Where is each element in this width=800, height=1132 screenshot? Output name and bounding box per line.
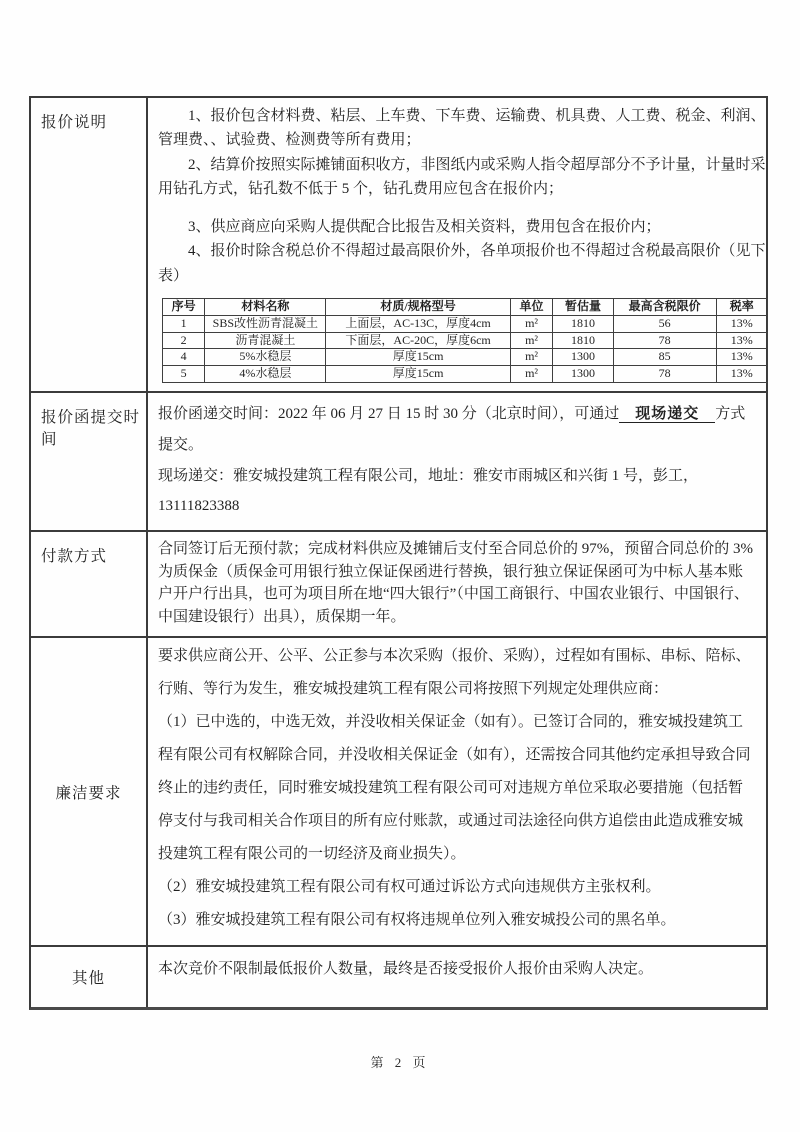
payment-terms-label: 付款方式 <box>31 532 148 636</box>
quotation-note-4: 4、报价时除含税总价不得超过最高限价外，各单项报价也不得超过含税最高限价（见下表） <box>158 243 766 284</box>
integrity-paragraph-intro: 要求供应商公开、公平、公正参与本次采购（报价、采购），过程如有围标、串标、陪标、行贿、等行为发生，雅安城投建筑工程有限公司将按照下列规定处理供应商： <box>158 648 751 698</box>
header-spec: 材质/规格型号 <box>326 299 511 316</box>
cell-seq: 5 <box>163 366 205 383</box>
quotation-notes-content <box>148 98 778 391</box>
cell-tax-rate: 13% <box>716 315 767 332</box>
submission-line-1 <box>158 399 756 461</box>
row-submission-time <box>31 391 766 530</box>
integrity-paragraph-1: （1）已中选的，中选无效，并没收相关保证金（如有）。已签订合同的，雅安城投建筑工程有限公司有权解除合同，并没收相关保证金（如有），还需按合同其他约定承担导致合同终止的违约责任，同时雅安城投建筑工程有限公司可对违规方单位采取必要措施（包括暂停支付与我司相关合作项目的所有应付账款，或通过司法途径向供方追偿由此造成雅安城投建筑工程有限公司的一切经济及商业损失）。 <box>158 714 751 863</box>
submission-line1-suffix: 方式提交。 <box>158 406 746 453</box>
cell-spec: 厚度15cm <box>326 366 511 383</box>
cell-max-price: 56 <box>613 315 716 332</box>
cell-tax-rate: 13% <box>716 366 767 383</box>
materials-table-header-row <box>163 299 768 316</box>
header-estimated-qty: 暂估量 <box>553 299 614 316</box>
other-content: 本次竞价不限制最低报价人数量，最终是否接受报价人报价由采购人决定。 <box>158 961 654 978</box>
cell-spec: 上面层，AC-13C，厚度4cm <box>326 315 511 332</box>
submission-line1-prefix: 报价函递交时间：2022 年 06 月 27 日 15 时 30 分（北京时间），可通过 <box>158 406 620 423</box>
cell-seq: 4 <box>163 349 205 366</box>
submission-time-content <box>148 393 766 530</box>
cell-tax-rate: 13% <box>716 332 767 349</box>
cell-max-price: 85 <box>613 349 716 366</box>
cell-material-name: 5%水稳层 <box>205 349 326 366</box>
integrity-requirements-label: 廉洁要求 <box>31 638 148 945</box>
table-row <box>163 332 768 349</box>
integrity-requirements-content <box>148 638 766 945</box>
cell-estimated-qty: 1810 <box>553 332 614 349</box>
header-material-name: 材料名称 <box>205 299 326 316</box>
row-other <box>31 945 766 1007</box>
submission-line-2: 现场递交：雅安城投建筑工程有限公司，地址：雅安市雨城区和兴街 1 号，彭工，13111823388 <box>158 467 699 515</box>
table-row <box>163 366 768 383</box>
page-number: 第 2 页 <box>370 1055 430 1070</box>
cell-estimated-qty: 1810 <box>553 315 614 332</box>
quotation-note-2: 2、结算价按照实际摊铺面积收方，非图纸内或采购人指令超厚部分不予计量，计量时采用钻孔方式，钻孔数不低于 5 个，钻孔费用应包含在报价内； <box>158 156 766 197</box>
quotation-note-1: 1、报价包含材料费、粘层、上车费、下车费、运输费、机具费、人工费、税金、利润、管理费、、试验费、检测费等所有费用； <box>158 108 766 149</box>
cell-spec: 下面层，AC-20C，厚度6cm <box>326 332 511 349</box>
conditions-table <box>29 96 768 1010</box>
cell-unit: m² <box>510 315 552 332</box>
payment-terms-content: 合同签订后无预付款；完成材料供应及摊铺后支付至合同总价的 97%，预留合同总价的 3%为质保金（质保金可用银行独立保证保函进行替换，银行独立保证保函可为中标人基本账户开户行出具，也可为项目所在地“四大银行”（中国工商银行、中国农业银行、中国银行、中国建设银行）出具），质保期一年。 <box>158 541 753 625</box>
integrity-paragraph-3: （3）雅安城投建筑工程有限公司有权将违规单位列入雅安城投公司的黑名单。 <box>158 912 676 929</box>
row-quotation-notes <box>31 98 766 391</box>
cell-max-price: 78 <box>613 332 716 349</box>
cell-material-name: 沥青混凝土 <box>205 332 326 349</box>
cell-material-name: SBS改性沥青混凝土 <box>205 315 326 332</box>
cell-seq: 1 <box>163 315 205 332</box>
cell-max-price: 78 <box>613 366 716 383</box>
table-row <box>163 315 768 332</box>
header-seq: 序号 <box>163 299 205 316</box>
cell-unit: m² <box>510 349 552 366</box>
header-tax-rate: 税率 <box>716 299 767 316</box>
cell-unit: m² <box>510 366 552 383</box>
quotation-notes-label: 报价说明 <box>31 98 148 391</box>
cell-seq: 2 <box>163 332 205 349</box>
other-label: 其他 <box>31 947 148 1007</box>
submission-method-underlined: 现场递交 <box>619 406 715 423</box>
cell-material-name: 4%水稳层 <box>205 366 326 383</box>
row-integrity-requirements <box>31 636 766 945</box>
cell-unit: m² <box>510 332 552 349</box>
quotation-note-3: 3、供应商应向采购人提供配合比报告及相关资料，费用包含在报价内； <box>188 219 661 236</box>
cell-estimated-qty: 1300 <box>553 349 614 366</box>
table-row <box>163 349 768 366</box>
materials-price-limit-table <box>162 298 768 383</box>
row-payment-terms <box>31 530 766 636</box>
cell-tax-rate: 13% <box>716 349 767 366</box>
submission-time-label: 报价函提交时间 <box>31 393 148 530</box>
header-max-price: 最高含税限价 <box>613 299 716 316</box>
header-unit: 单位 <box>510 299 552 316</box>
cell-estimated-qty: 1300 <box>553 366 614 383</box>
cell-spec: 厚度15cm <box>326 349 511 366</box>
integrity-paragraph-2: （2）雅安城投建筑工程有限公司有权可通过诉讼方式向违规供方主张权利。 <box>158 879 661 896</box>
